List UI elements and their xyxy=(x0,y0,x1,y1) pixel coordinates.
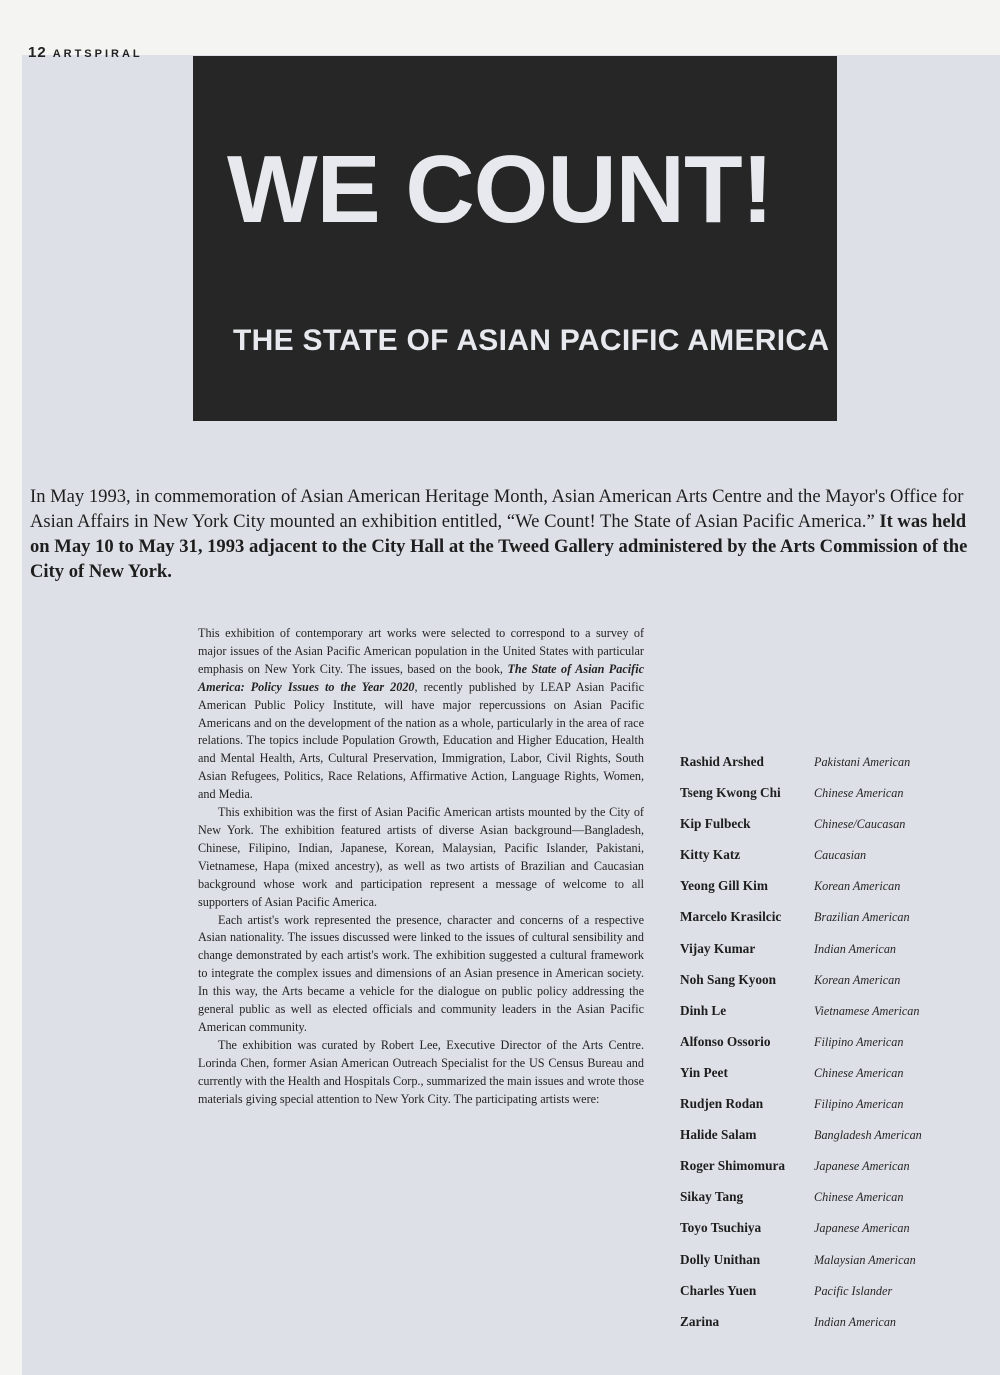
artist-heritage: Malaysian American xyxy=(814,1252,916,1267)
intro-bold: It was held on May 10 to May 31, 1993 adjacent to the City Hall at the Tweed Gallery administered by the Arts Commission of the City of New York. xyxy=(30,511,968,582)
artist-heritage: Chinese American xyxy=(814,786,904,801)
artist-heritage: Korean American xyxy=(814,879,901,894)
intro-lead: In May 1993, in commemoration of Asian American Heritage Month, Asian American Arts Centre and the Mayor's Office for Asian Affairs in New York City mounted an exhibition entitled, “We Count! The State of Asian Pacific America.” xyxy=(30,486,964,532)
body-text-column xyxy=(198,625,644,1108)
page-number: 12 xyxy=(28,44,47,61)
publication-name: ARTSPIRAL xyxy=(52,48,143,60)
artist-name: Yeong Gill Kim xyxy=(680,878,768,894)
artist-row xyxy=(680,972,980,1003)
artist-name: Rashid Arshed xyxy=(680,754,764,769)
artist-heritage: Chinese/Caucasan xyxy=(814,817,906,832)
artist-name: Roger Shimomura xyxy=(680,1158,786,1174)
intro-paragraph xyxy=(30,484,976,584)
artist-row xyxy=(680,1283,980,1314)
artist-list xyxy=(680,754,980,1345)
artist-name: Noh Sang Kyoon xyxy=(680,971,777,987)
artist-row xyxy=(680,878,980,909)
artist-heritage: Vietnamese American xyxy=(814,1003,920,1018)
running-header xyxy=(28,44,143,61)
artist-heritage: Caucasian xyxy=(814,848,867,863)
body-paragraph-2: This exhibition was the first of Asian Pacific American artists mounted by the City of New York. The exhibition featured artists of diverse Asian background—Bangladesh, Chinese, Filipino, Indian, Japanese, Korean, Malaysian, Pacific Islander, Pakistani, Vietnamese, Hapa (mixed ancestry), as well as two artists of Brazilian and Caucasian background whose work and participation represent a message of welcome to all supporters of Asian Pacific America. xyxy=(198,805,644,909)
body-paragraph-1 xyxy=(198,625,644,804)
artist-name: Zarina xyxy=(680,1313,720,1329)
artist-name: Kitty Katz xyxy=(680,847,741,863)
artist-heritage: Chinese American xyxy=(814,1190,904,1205)
artist-name: Toyo Tsuchiya xyxy=(680,1220,762,1236)
artist-row xyxy=(680,1314,980,1345)
p1-text-b: , recently published by LEAP Asian Pacific American Public Policy Institute, will have major repercussions on Asian Pacific Americans and on the development of the nation as a whole, particularly in the area of race relations. The topics include Population Growth, Education and Higher Education, Health and Mental Health, Arts, Cultural Preservation, Immigration, Labor, Civil Rights, South Asian Refugees, Politics, Race Relations, Affirmative Action, Language Rights, Women, and Media. xyxy=(198,679,644,802)
artist-heritage: Chinese American xyxy=(814,1065,904,1080)
artist-row xyxy=(680,1003,980,1034)
artist-name: Sikay Tang xyxy=(680,1189,744,1205)
artist-row xyxy=(680,1034,980,1065)
body-paragraph-4: The exhibition was curated by Robert Lee, Executive Director of the Arts Centre. Lorinda Chen, former Asian American Outreach Specialist for the US Census Bureau and currently with the Health and Hospitals Corp., summarized the main issues and wrote those materials giving special attention to New York City. The participating artists were: xyxy=(198,1037,644,1106)
artist-name: Marcelo Krasilcic xyxy=(680,909,782,925)
body-paragraph-3: Each artist's work represented the presence, character and concerns of a respective Asian nationality. The issues discussed were linked to the issues of cultural sensibility and change demonstrated by each artist's work. The exhibition suggested a cultural framework to integrate the complex issues and dimensions of an Asian presence in American society. In this way, the Arts became a vehicle for the dialogue on public policy addressing the general public as well as elected officials and community leaders in the Asian Pacific American community. xyxy=(198,912,644,1034)
article-subtitle: THE STATE OF ASIAN PACIFIC AMERICA xyxy=(233,324,830,357)
artist-name: Rudjen Rodan xyxy=(680,1096,764,1112)
artist-row xyxy=(680,1127,980,1158)
artist-heritage: Japanese American xyxy=(814,1159,910,1174)
p1-text-a: This exhibition of contemporary art works were selected to correspond to a survey of major issues of the Asian Pacific American population in the United States with particular emphasis on New York City. The issues, based on the book, xyxy=(198,626,644,676)
artist-heritage: Indian American xyxy=(814,1314,897,1329)
book-title: The State of Asian Pacific America: Policy Issues to the Year 2020 xyxy=(198,661,644,694)
title-banner xyxy=(193,56,837,421)
artist-heritage: Brazilian American xyxy=(814,910,910,925)
artist-name: Alfonso Ossorio xyxy=(680,1033,771,1049)
artist-row xyxy=(680,754,980,785)
artist-row xyxy=(680,909,980,940)
artist-row xyxy=(680,1065,980,1096)
artist-heritage: Indian American xyxy=(814,941,897,956)
artist-name: Tseng Kwong Chi xyxy=(680,785,781,801)
artist-row xyxy=(680,941,980,972)
artist-name: Charles Yuen xyxy=(680,1282,757,1298)
artist-row xyxy=(680,785,980,816)
artist-row xyxy=(680,1189,980,1220)
artist-row xyxy=(680,1096,980,1127)
artist-heritage: Pacific Islander xyxy=(814,1283,893,1298)
artist-name: Yin Peet xyxy=(680,1064,728,1080)
artist-heritage: Filipino American xyxy=(814,1034,904,1049)
artist-row xyxy=(680,816,980,847)
artist-row xyxy=(680,1158,980,1189)
artist-row xyxy=(680,847,980,878)
artist-name: Vijay Kumar xyxy=(680,940,756,956)
artist-heritage: Pakistani American xyxy=(814,755,911,769)
artist-heritage: Bangladesh American xyxy=(814,1128,922,1143)
article-title: WE COUNT! xyxy=(227,136,773,243)
artist-heritage: Japanese American xyxy=(814,1221,910,1236)
artist-heritage: Korean American xyxy=(814,972,901,987)
artist-row xyxy=(680,1220,980,1251)
artist-name: Dinh Le xyxy=(680,1002,727,1018)
artist-name: Dolly Unithan xyxy=(680,1251,761,1267)
artist-name: Halide Salam xyxy=(680,1127,757,1143)
artist-name: Kip Fulbeck xyxy=(680,816,751,832)
artist-heritage: Filipino American xyxy=(814,1097,904,1112)
artist-row xyxy=(680,1252,980,1283)
